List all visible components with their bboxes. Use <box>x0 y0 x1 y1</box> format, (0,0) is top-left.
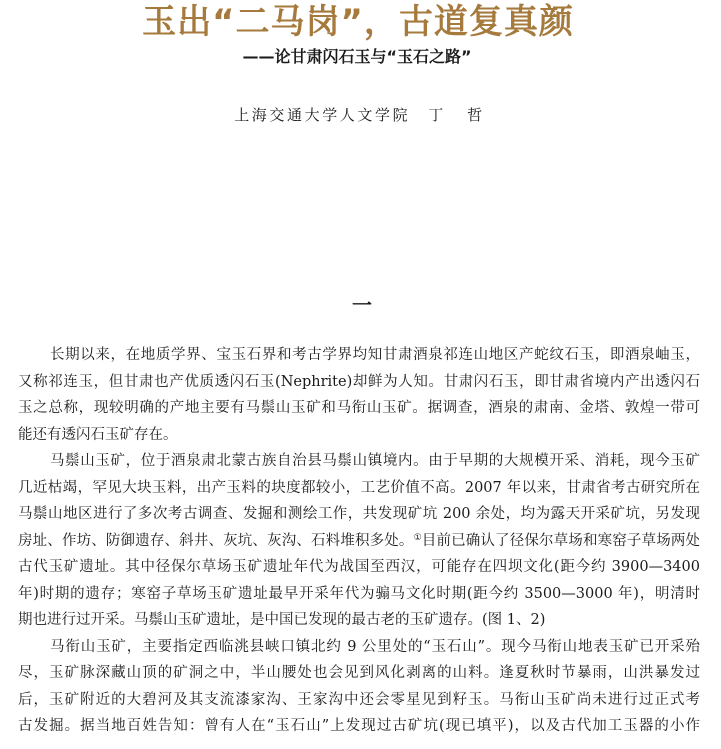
byline <box>0 104 719 126</box>
line-text: 目前已确认了径保尔草场和寒窑子草场两处 <box>421 532 701 549</box>
footnote-marker: ① <box>413 532 422 543</box>
author-name: 丁 哲 <box>428 106 485 124</box>
text-line: 玉之总称，现较明确的产地主要有马鬃山玉矿和马衔山玉矿。据调查，酒泉的肃南、金塔、敦煌一带可 <box>18 400 700 416</box>
body-paragraph <box>18 634 700 740</box>
text-line: 能还有透闪石玉矿存在。 <box>18 426 178 443</box>
text-line: 几近枯竭，罕见大块玉料，出产玉料的块度都较小，工艺价值不高。2007 年以来，甘肃省考古研究所在 <box>18 479 700 496</box>
text-line: 马鬃山玉矿，位于酒泉肃北蒙古族自治县马鬃山镇境内。由于早期的大规模开采、消耗，现今玉矿 <box>50 453 700 469</box>
body-paragraph <box>18 342 700 448</box>
text-line <box>18 528 700 555</box>
text-line: 尽，玉矿脉深藏山顶的矿洞之中，半山腰处也会见到风化剥离的山料。逢夏秋时节暴雨，山洪暴发过 <box>18 665 700 681</box>
line-text: 房址、作坊、防御遗存、斜井、灰坑、灰沟、石料堆积多处。 <box>18 532 414 549</box>
body-paragraph <box>18 448 700 634</box>
text-line: 古发掘。据当地百姓告知：曾有人在“玉石山”上发现过古矿坑(现已填平)，以及古代加工玉器的小作 <box>18 718 700 734</box>
section-heading: 一 <box>352 293 372 317</box>
article-body <box>18 342 700 740</box>
text-line: 马鬃山地区进行了多次考古调查、发掘和测绘工作，共发现矿坑 200 余处，均为露天开采矿坑，另发现 <box>18 506 700 522</box>
text-line: 年)时期的遗存；寒窑子草场玉矿遗址最早开采年代为骟马文化时期(距今约 3500—3000 年)，明清时 <box>18 585 700 602</box>
text-line: 后，玉矿附近的大碧河及其支流漆家沟、王家沟中还会零星见到籽玉。马衔山玉矿尚未进行过正式考 <box>18 691 700 708</box>
author-affiliation: 上海交通大学人文学院 <box>234 106 411 124</box>
text-line: 古代玉矿遗址。其中径保尔草场玉矿遗址年代为战国至西汉，可能存在四坝文化(距今约 3900—3400 <box>18 559 700 575</box>
text-line: 长期以来，在地质学界、宝玉石界和考古学界均知甘肃酒泉祁连山地区产蛇纹石玉，即酒泉岫玉， <box>50 347 700 363</box>
page-title: 玉出“二马岗”，古道复真颜 <box>142 2 574 42</box>
subtitle: ——论甘肃闪石玉与“玉石之路” <box>242 47 472 66</box>
text-line: 又称祁连玉，但甘肃也产优质透闪石玉(Nephrite)却鲜为人知。甘肃闪石玉，即甘肃省境内产出透闪石 <box>18 373 700 390</box>
text-line: 马衔山玉矿，主要指定西临洮县峡口镇北约 9 公里处的“玉石山”。现今马衔山地表玉矿已开采殆 <box>50 638 700 655</box>
text-line: 期也进行过开采。马鬃山玉矿遗址，是中国已发现的最古老的玉矿遗存。(图 1、2) <box>18 612 546 628</box>
